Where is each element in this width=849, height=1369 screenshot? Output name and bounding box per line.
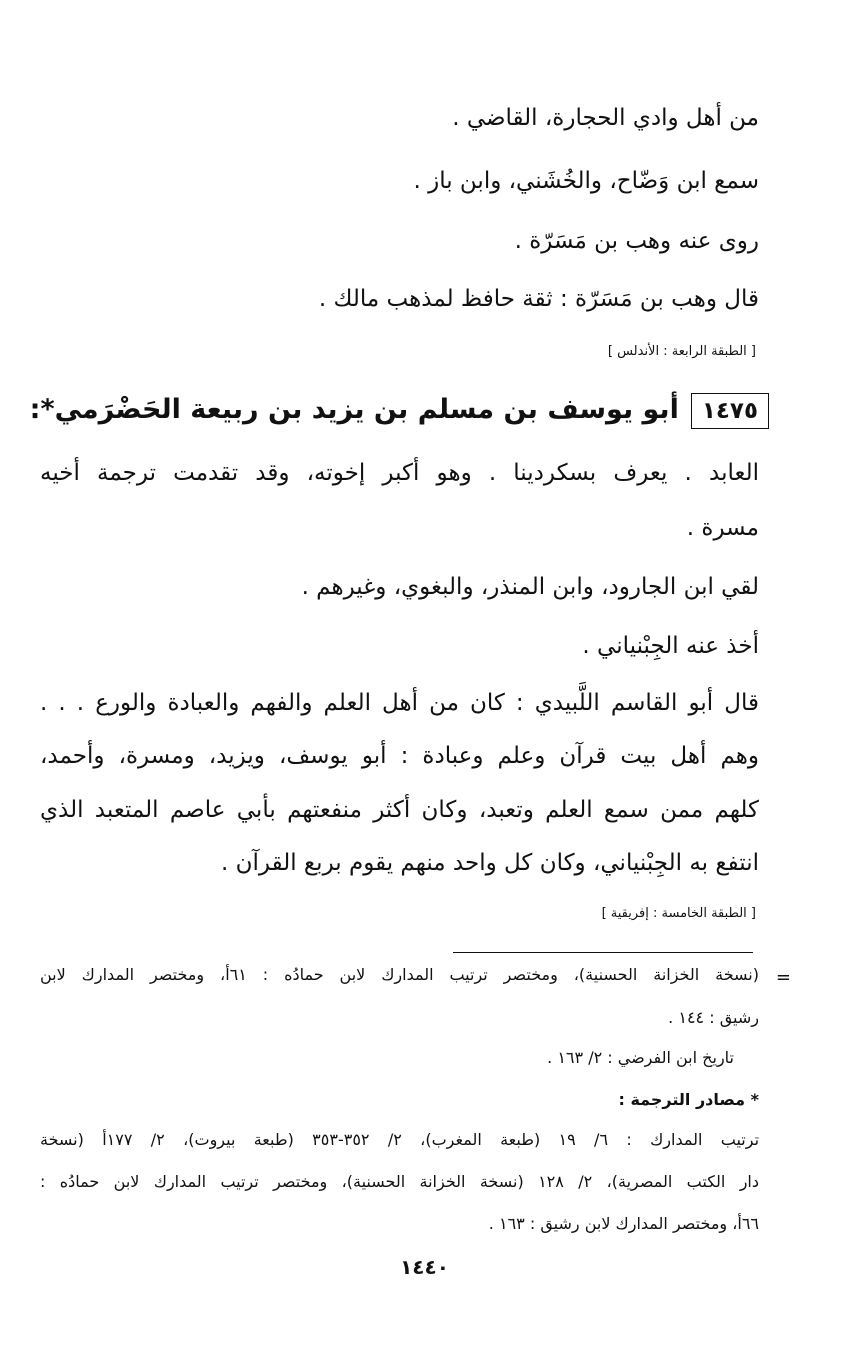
text-line: كلهم ممن سمع العلم وتعبد، وكان أكثر منفعتهم بأبي عاصم المتعبد الذي (40, 797, 759, 823)
text-line: لقي ابن الجارود، وابن المنذر، والبغوي، وغيرهم . (301, 574, 759, 600)
text-line: روى عنه وهب بن مَسَرّة . (514, 228, 759, 254)
footnote-line: (نسخة الخزانة الحسنية)، ومختصر ترتيب المدارك لابن حمادُه : ٦١أ، ومختصر المدارك لابن (40, 965, 760, 984)
footnote-divider (453, 952, 753, 953)
footnote-line: دار الكتب المصرية)، ٢/ ١٢٨ (نسخة الخزانة الحسنية)، ومختصر ترتيب المدارك لابن حمادُه : (40, 1172, 760, 1191)
text-line: وهم أهل بيت قرآن وعلم وعبادة : أبو يوسف، ويزيد، ومسرة، وأحمد، (40, 743, 759, 769)
text-line: مسرة . (686, 515, 759, 541)
text-line: من أهل وادي الحجارة، القاضي . (452, 105, 759, 131)
footnote-line: ٦٦أ، ومختصر المدارك لابن رشيق : ١٦٣ . (488, 1214, 759, 1233)
entry-number: ١٤٧٥ (691, 393, 769, 429)
text-line: قال وهب بن مَسَرّة : ثقة حافظ لمذهب مالك . (318, 286, 759, 312)
footnote-continuation-mark: = (775, 967, 791, 988)
footnote-line: رشيق : ١٤٤ . (668, 1008, 759, 1027)
text-line: أخذ عنه الجِبْنياني . (582, 633, 759, 659)
footnote-line: تاريخ ابن الفرضي : ٢/ ١٦٣ . (547, 1048, 734, 1067)
page-number: ١٤٤٠ (400, 1255, 449, 1279)
footnote-line: ترتيب المدارك : ٦/ ١٩ (طبعة المغرب)، ٢/ ٣٥٢-٣٥٣ (طبعة بيروت)، ٢/ ١٧٧أ (نسخة (40, 1130, 760, 1149)
text-line: سمع ابن وَضّاح، والخُشَني، وابن باز . (413, 168, 759, 194)
text-line: العابد . يعرف بسكردينا . وهو أكبر إخوته، وقد تقدمت ترجمة أخيه (40, 460, 759, 486)
text-line: قال أبو القاسم اللَّبيدي : كان من أهل العلم والفهم والعبادة والورع . . . (40, 690, 759, 716)
text-line: انتفع به الجِبْنياني، وكان كل واحد منهم يقوم بربع القرآن . (220, 850, 759, 876)
footnote-heading: * مصادر الترجمة : (618, 1090, 759, 1109)
entry-title: أبو يوسف بن مسلم بن يزيد بن ربيعة الحَضْرَمي*: (29, 394, 679, 425)
entry-heading (29, 393, 769, 429)
section-label: [ الطبقة الخامسة : إفريقية ] (601, 906, 756, 921)
section-label: [ الطبقة الرابعة : الأندلس ] (607, 344, 756, 359)
